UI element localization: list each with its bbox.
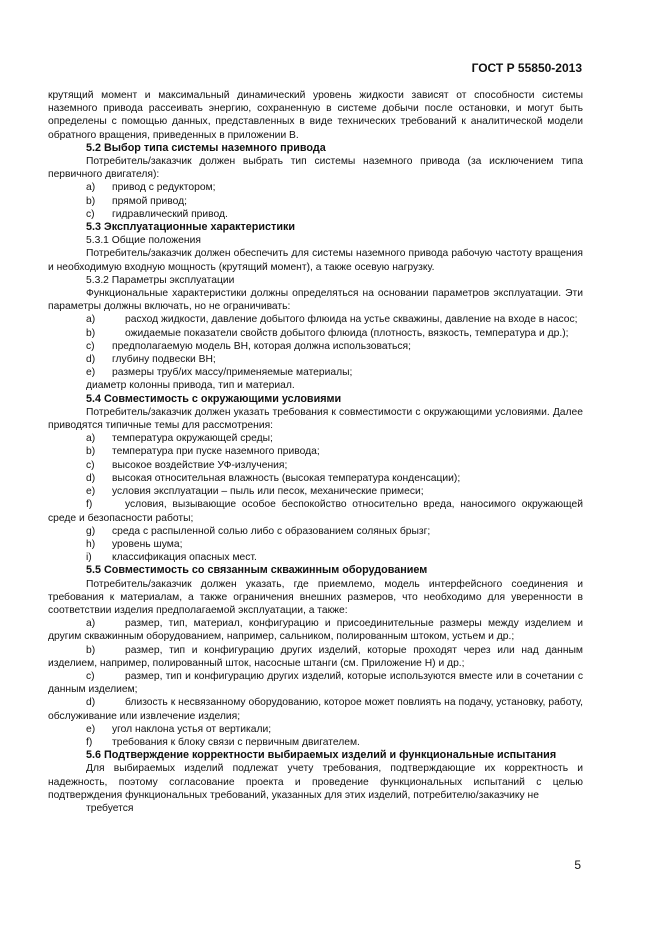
list-item: [48, 723, 583, 736]
section-5-2-heading: 5.2 Выбор типа системы наземного привода: [86, 141, 326, 154]
list-marker: e): [86, 367, 96, 379]
list-item: [48, 313, 583, 326]
list-text: прямой привод;: [112, 195, 187, 207]
list-item: [48, 445, 583, 458]
section-5-6-text: Для выбираемых изделий подлежат учету требования, подтверждающие их корректность и надежность, поэтому согласование проекта и проведение функциональных испытаний с целью подтверждения функциональных требований, указанных для этих изделий, потребителю/заказчику не: [48, 763, 583, 801]
section-5-2-text: Потребитель/заказчик должен выбрать тип системы наземного привода (за исключением типа первичного двигателя):: [48, 156, 583, 181]
list-item: [48, 353, 583, 366]
list-text: глубину подвески ВН;: [112, 354, 216, 366]
page-number: 5: [574, 858, 581, 872]
list-text: температура окружающей среды;: [112, 433, 273, 445]
list-marker: c): [86, 459, 95, 471]
list-text: предполагаемую модель ВН, которая должна использоваться;: [112, 340, 411, 352]
list-text: классификация опасных мест.: [112, 552, 257, 564]
list-text: размер, тип, материал, конфигурацию и присоединительные размеры между изделием и другим скважинным оборудованием, например, сальником, полированным штоком, устьем и др.;: [48, 618, 583, 643]
list-item: [48, 472, 583, 485]
list-marker: e): [86, 723, 96, 735]
subsection-5-3-2-title: 5.3.2 Параметры эксплуатации: [86, 274, 235, 286]
list-text: высокое воздействие УФ-излучения;: [112, 459, 288, 471]
section-5-6-heading: 5.6 Подтверждение корректности выбираемых изделий и функциональные испытания: [86, 749, 557, 762]
list-marker: a): [86, 618, 96, 630]
list-marker: d): [86, 697, 96, 709]
list-item: [48, 525, 583, 538]
section-5-5-text: Потребитель/заказчик должен указать, где приемлемо, модель интерфейсного соединения и требования к материалам, а также ограничения внешних размеров, что необходимо для уверенности в соответствии изделия предполагаемой эксплуатации, а также:: [48, 578, 583, 616]
list-marker: c): [86, 208, 95, 220]
list-marker: h): [86, 538, 96, 550]
list-text: привод с редуктором;: [112, 182, 216, 194]
list-text: требования к блоку связи с первичным двигателем.: [112, 736, 360, 748]
list-item: [48, 459, 583, 472]
list-marker: b): [86, 195, 96, 207]
list-text: уровень шума;: [112, 538, 183, 550]
list-item: [48, 736, 583, 749]
list-marker: f): [86, 736, 93, 748]
subsection-5-3-1-title: 5.3.1 Общие положения: [86, 235, 201, 247]
list-item: [48, 208, 583, 221]
list-marker: a): [86, 433, 96, 445]
list-text: близость к несвязанному оборудованию, которое может повлиять на подачу, установку, работу, обслуживание или извлечение изделия;: [48, 697, 583, 722]
section-5-3-2-text: Функциональные характеристики должны определяться на основании параметров эксплуатации. Эти параметры должны включать, но не ограничивать:: [48, 288, 583, 313]
section-5-5-heading: 5.5 Совместимость со связанным скважинным оборудованием: [86, 564, 428, 577]
list-item: [48, 432, 583, 445]
list-item: [48, 340, 583, 353]
list-marker: c): [86, 340, 95, 352]
list-marker: b): [86, 327, 96, 339]
section-5-3-2-tail: диаметр колонны привода, тип и материал.: [86, 380, 295, 392]
list-item: [48, 538, 583, 551]
list-text: размеры труб/их массу/применяемые материалы;: [112, 367, 353, 379]
list-marker: d): [86, 354, 96, 366]
list-text: температура при пуске наземного привода;: [112, 446, 320, 458]
list-item: [48, 327, 583, 340]
list-item: [48, 617, 583, 643]
list-text: размер, тип и конфигурацию других изделий, которые используются вместе или в сочетании с данным изделием;: [48, 670, 583, 696]
list-text: расход жидкости, давление добытого флюида на устье скважины, давление на входе в насос;: [125, 314, 578, 326]
list-item: [48, 644, 583, 670]
list-text: высокая относительная влажность (высокая температура конденсации);: [112, 472, 461, 484]
list-marker: g): [86, 525, 96, 537]
list-text: среда с распыленной солью либо с образованием соляных брызг;: [112, 525, 431, 537]
list-item: [48, 670, 583, 696]
section-5-4-heading: 5.4 Совместимость с окружающими условиями: [86, 392, 342, 405]
list-marker: a): [86, 314, 96, 326]
list-text: гидравлический привод.: [112, 208, 228, 220]
list-item: [48, 551, 583, 564]
section-5-3-heading: 5.3 Эксплуатационные характеристики: [86, 221, 295, 234]
list-marker: e): [86, 486, 96, 498]
list-text: ожидаемые показатели свойств добытого флюида (плотность, вязкость, температура и др.);: [125, 327, 569, 339]
list-text: размер, тип и конфигурацию других изделий, которые проходят через или над данным изделием, например, полированный шток, насосные штанги (см. Приложение Н) и др.;: [48, 644, 583, 669]
list-text: угол наклона устья от вертикали;: [112, 723, 272, 735]
section-5-4-text: Потребитель/заказчик должен указать требования к совместимости с окружающими условиями. Далее приводятся типичные темы для рассмотрения:: [48, 406, 583, 432]
list-marker: d): [86, 472, 96, 484]
list-marker: i): [86, 552, 92, 564]
list-marker: a): [86, 182, 96, 194]
intro-paragraph: крутящий момент и максимальный динамический уровень жидкости зависят от способности системы наземного привода рассеивать энергию, сохраненную в системе добычи после остановки, и могут быть определены с помощью данных, представленных в виде технических требований к аналитической модели обратного вращения, приведенных в приложении В.: [48, 90, 583, 141]
list-marker: c): [86, 670, 95, 682]
list-item: [48, 498, 583, 524]
section-5-6-text-last-line: требуется: [86, 802, 134, 814]
section-5-3-1-text: Потребитель/заказчик должен обеспечить для системы наземного привода рабочую частоту вращения и необходимую входную мощность (крутящий момент), а также осевую нагрузку.: [48, 248, 583, 273]
list-item: [48, 366, 583, 379]
list-text: условия эксплуатации – пыль или песок, механические примеси;: [112, 486, 424, 498]
list-item: [48, 485, 583, 498]
document-standard-id: ГОСТ Р 55850-2013: [471, 61, 582, 75]
list-marker: b): [86, 446, 96, 458]
list-marker: b): [86, 644, 96, 656]
list-marker: f): [86, 499, 93, 511]
document-body: [48, 89, 583, 815]
list-item: [48, 696, 583, 722]
list-item: [48, 195, 583, 208]
list-text: условия, вызывающие особое беспокойство относительно вреда, наносимого окружающей среде и безопасности работы;: [48, 499, 583, 524]
list-item: [48, 181, 583, 194]
